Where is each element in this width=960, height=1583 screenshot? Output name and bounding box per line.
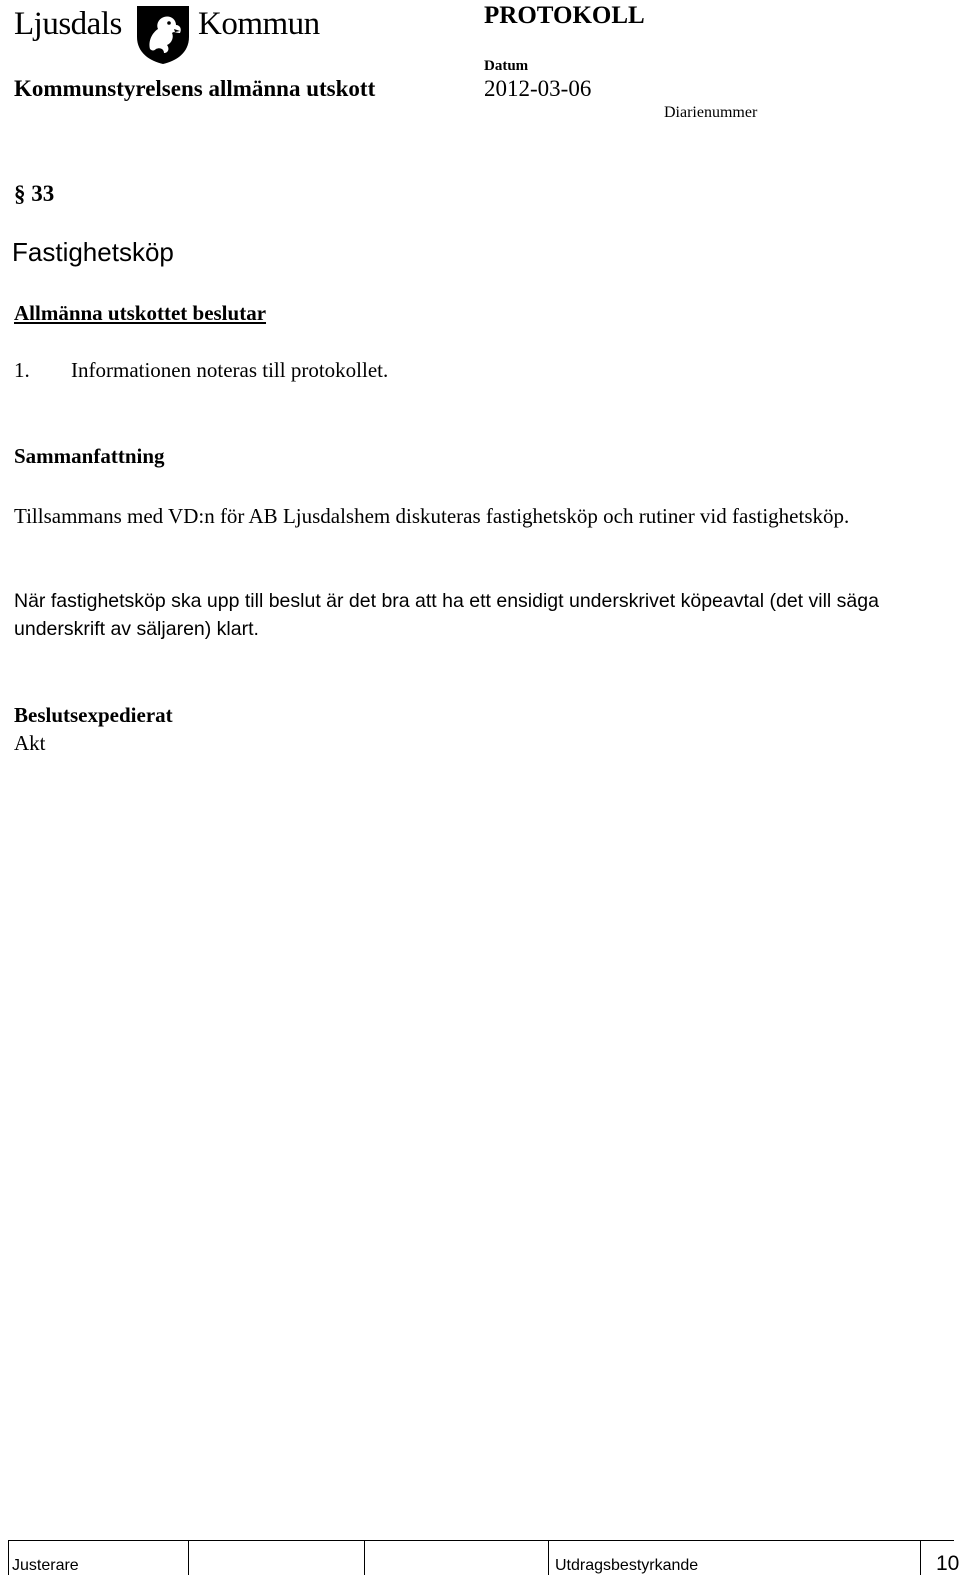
coat-of-arms-icon [134, 3, 192, 65]
utdragsbestyrkande-label: Utdragsbestyrkande [555, 1557, 699, 1574]
signature-footer [8, 1540, 960, 1575]
footer-divider [188, 1541, 189, 1575]
paragraph-number-value: 33 [31, 181, 55, 206]
municipality-logo-left-text: Ljusdals [14, 6, 122, 42]
decision-item-number: 1. [14, 358, 30, 382]
footer-divider [364, 1541, 365, 1575]
decision-item-text: Informationen noteras till protokollet. [71, 358, 389, 382]
date-label: Datum [484, 58, 529, 74]
committee-name: Kommunstyrelsens allmänna utskott [14, 76, 376, 101]
document-type: PROTOKOLL [484, 2, 645, 29]
summary-paragraph: När fastighetsköp ska upp till beslut är det bra att ha ett ensidigt underskrivet köpeavtal (det vill säga underskrift av säljaren) klart. [14, 590, 879, 640]
decision-item [14, 358, 388, 383]
date-value: 2012-03-06 [484, 76, 592, 101]
summary-paragraph: Tillsammans med VD:n för AB Ljusdalshem diskuteras fastighetsköp och rutiner vid fastighetsköp. [14, 504, 850, 528]
section-title: Fastighetsköp [12, 237, 174, 267]
footer-divider [8, 1541, 9, 1575]
footer-divider [920, 1541, 921, 1575]
paragraph-symbol: § [14, 181, 26, 206]
expedition-heading: Beslutsexpedierat [14, 703, 173, 727]
diarienummer-label: Diarienummer [664, 104, 758, 121]
municipality-logo-right-text: Kommun [198, 6, 320, 42]
decision-heading: Allmänna utskottet beslutar [14, 301, 267, 325]
paragraph-number [14, 181, 54, 207]
footer-divider [548, 1541, 549, 1575]
expedition-item: Akt [14, 731, 46, 755]
summary-heading: Sammanfattning [14, 444, 165, 468]
justerare-label: Justerare [12, 1557, 79, 1574]
page-number: 10 [936, 1552, 960, 1575]
